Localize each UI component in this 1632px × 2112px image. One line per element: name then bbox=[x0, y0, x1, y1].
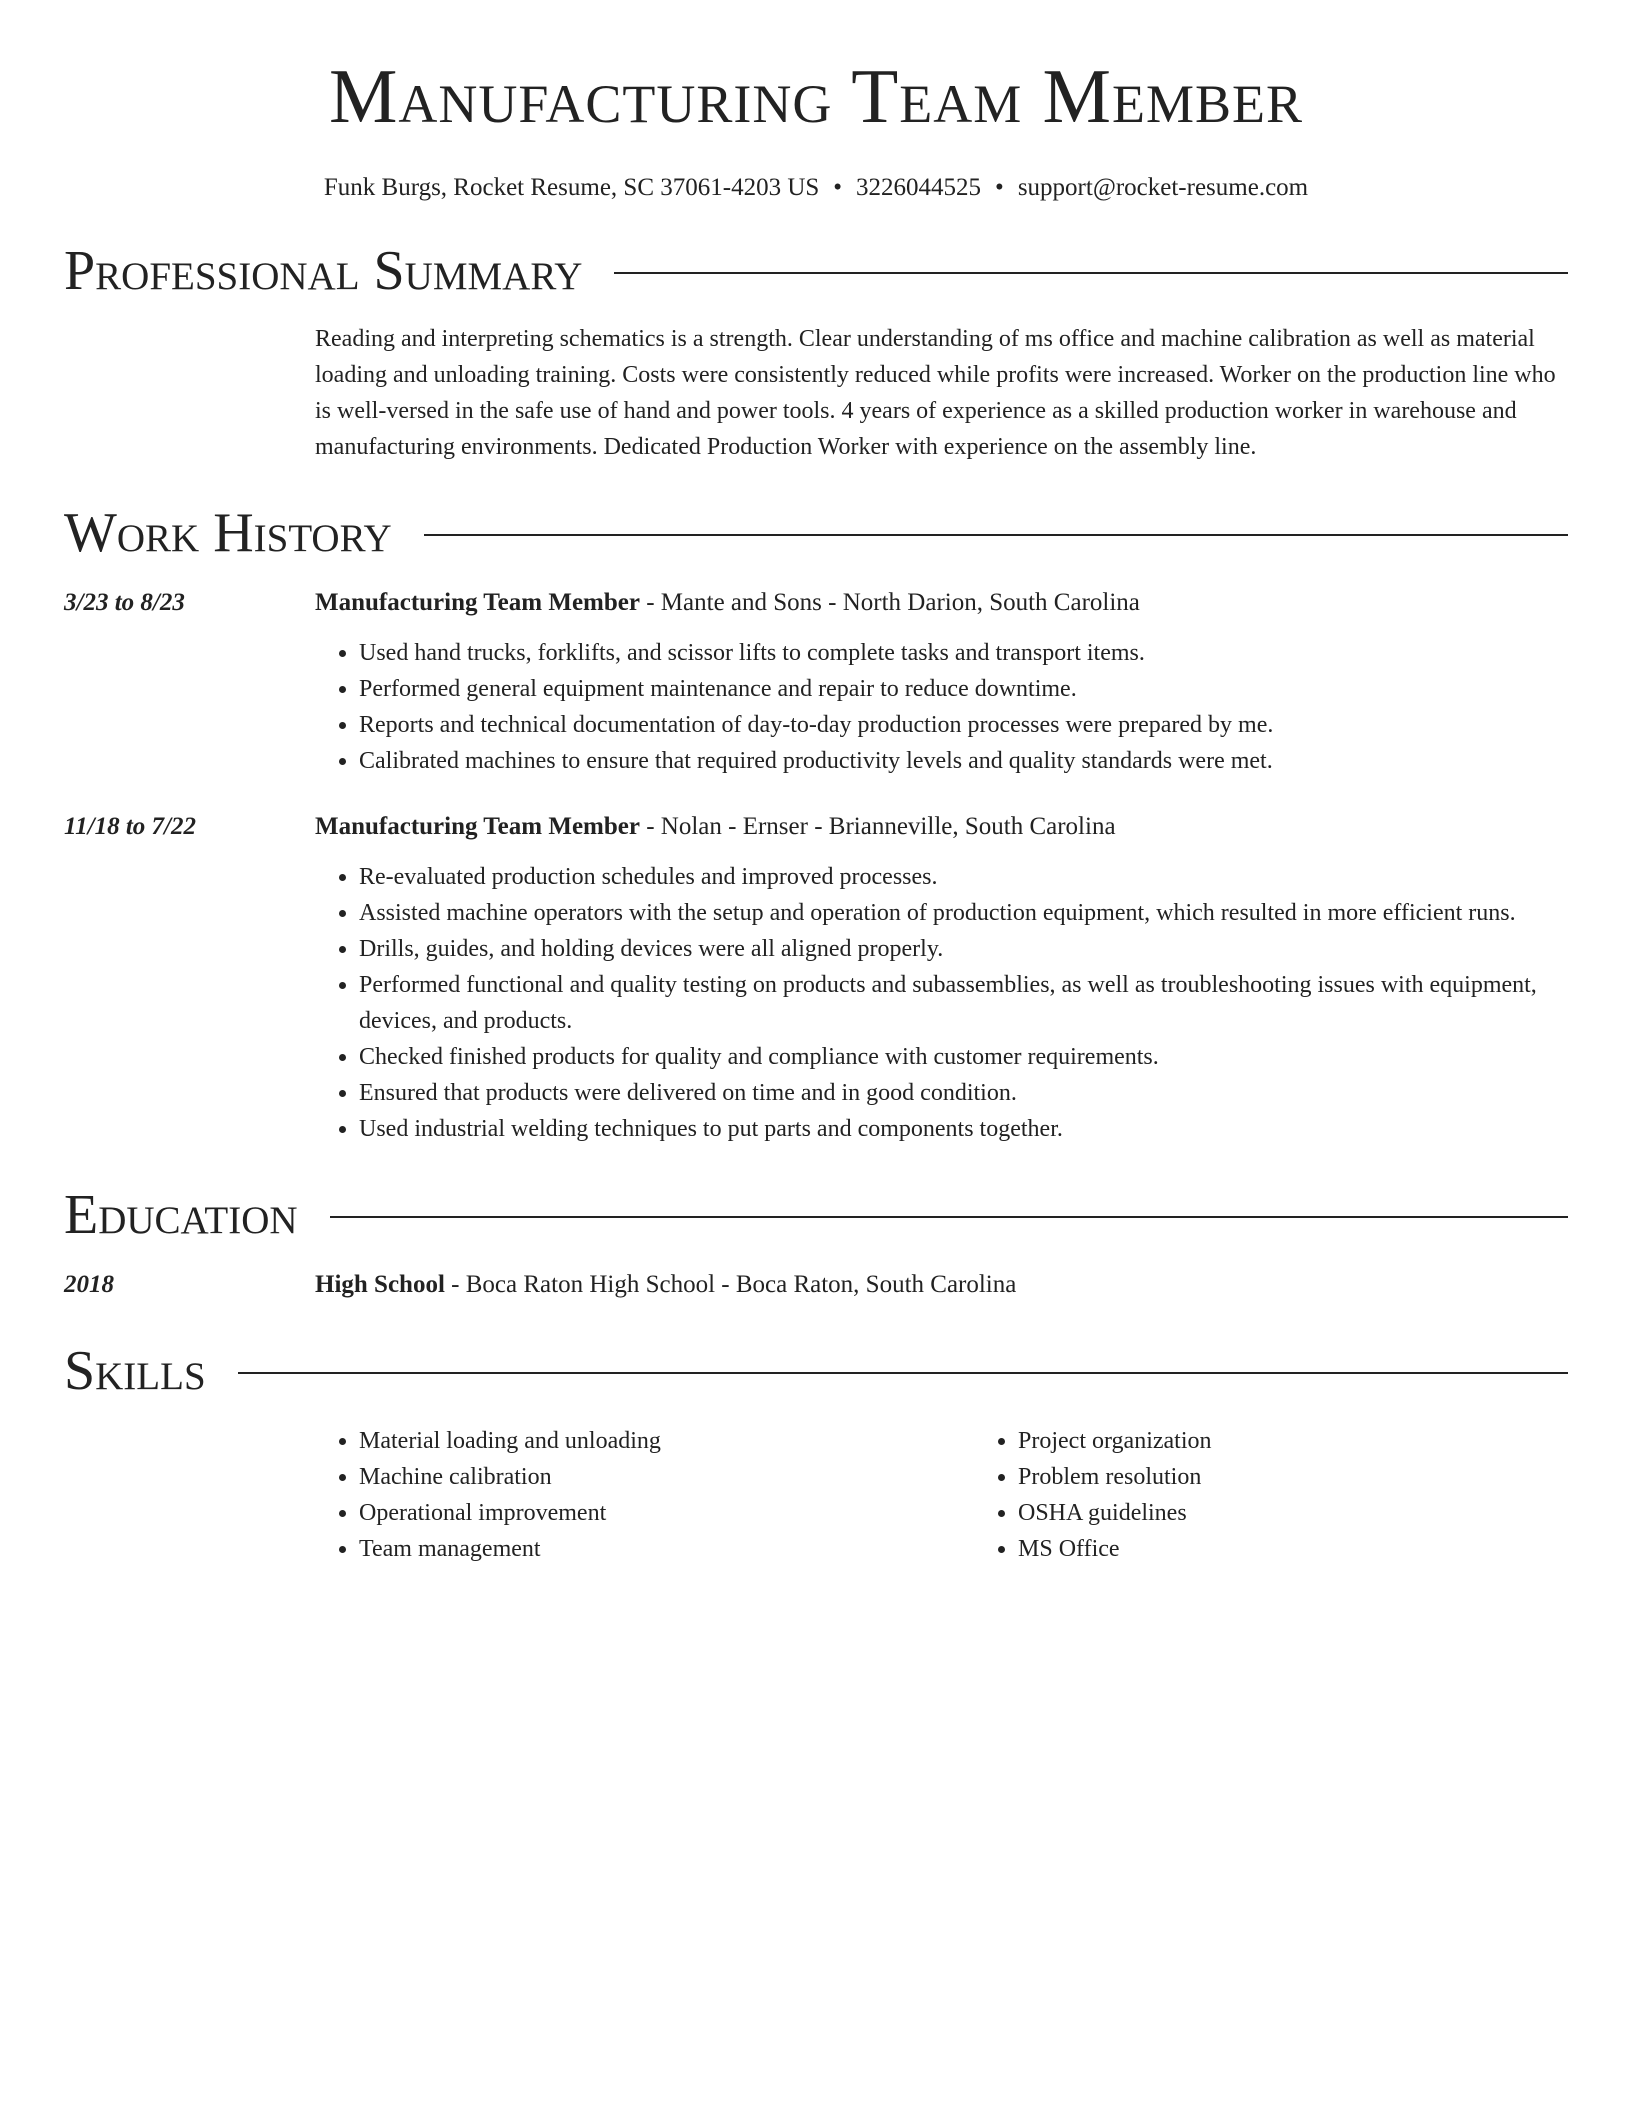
education-degree: High School bbox=[315, 1271, 445, 1298]
skills-left-spacer bbox=[64, 1423, 315, 1567]
skill-item: • Material loading and unloading bbox=[359, 1423, 974, 1459]
job-role: Manufacturing Team Member bbox=[315, 589, 640, 616]
job-title-line bbox=[315, 585, 1568, 621]
job-bullet: • Performed functional and quality testing on products and subassemblies, as well as troubleshooting issues with equipment, devices, and products. bbox=[359, 967, 1568, 1039]
job-bullets bbox=[315, 635, 1568, 779]
job-title-line bbox=[315, 809, 1568, 845]
job-dates: 11/18 to 7/22 bbox=[64, 813, 196, 840]
job-dates: 3/23 to 8/23 bbox=[64, 589, 185, 616]
summary-section-header bbox=[64, 240, 1568, 302]
job-entry bbox=[64, 809, 1568, 1147]
summary-section-title: Professional Summary bbox=[64, 240, 583, 302]
education-entry bbox=[64, 1267, 1568, 1303]
education-year: 2018 bbox=[64, 1271, 114, 1298]
skill-item: • Machine calibration bbox=[359, 1459, 974, 1495]
section-divider bbox=[424, 534, 1568, 536]
education-section-title: Education bbox=[64, 1184, 298, 1246]
summary-body bbox=[315, 321, 1568, 465]
skill-item: • Project organization bbox=[1018, 1423, 1632, 1459]
job-role: Manufacturing Team Member bbox=[315, 813, 640, 840]
education-details: - Boca Raton High School - Boca Raton, South Carolina bbox=[444, 1271, 1017, 1298]
skills-row bbox=[64, 1423, 1568, 1567]
skill-item: • Team management bbox=[359, 1531, 974, 1567]
contact-address: Funk Burgs, Rocket Resume, SC 37061-4203 US bbox=[323, 174, 820, 201]
summary-text: Reading and interpreting schematics is a strength. Clear understanding of ms office and machine calibration as well as material loading and unloading training. Costs were consistently reduced while profits were increased. Worker on the production line who is well-versed in the safe use of hand and power tools. 4 years of experience as a skilled production worker in warehouse and manufacturing environments. Dedicated Production Worker with experience on the assembly line. bbox=[315, 326, 1556, 460]
section-divider bbox=[330, 1216, 1568, 1218]
summary-row bbox=[64, 321, 1568, 465]
job-bullet: • Reports and technical documentation of day-to-day production processes were prepared by me. bbox=[359, 707, 1568, 743]
job-bullet: • Checked finished products for quality and compliance with customer requirements. bbox=[359, 1039, 1568, 1075]
contact-separator: • bbox=[995, 174, 1004, 201]
education-body bbox=[315, 1267, 1568, 1303]
skills-section-title: Skills bbox=[64, 1340, 206, 1402]
contact-phone: 3226044525 bbox=[856, 174, 982, 201]
job-entry bbox=[64, 585, 1568, 779]
job-bullet: • Performed general equipment maintenance and repair to reduce downtime. bbox=[359, 671, 1568, 707]
work-history-section-header bbox=[64, 502, 1568, 564]
summary-left-spacer bbox=[64, 321, 315, 465]
work-history-section-title: Work History bbox=[64, 502, 392, 564]
skill-item: • Operational improvement bbox=[359, 1495, 974, 1531]
job-bullet: • Ensured that products were delivered on time and in good condition. bbox=[359, 1075, 1568, 1111]
education-section-header bbox=[64, 1184, 1568, 1246]
skill-item: • Problem resolution bbox=[1018, 1459, 1632, 1495]
job-bullet: • Assisted machine operators with the setup and operation of production equipment, which resulted in more efficient runs. bbox=[359, 895, 1568, 931]
skills-list-left bbox=[315, 1423, 974, 1567]
job-body bbox=[315, 585, 1568, 779]
education-line bbox=[315, 1267, 1568, 1303]
job-bullet: • Drills, guides, and holding devices were all aligned properly. bbox=[359, 931, 1568, 967]
contact-email: support@rocket-resume.com bbox=[1017, 174, 1309, 201]
job-bullets bbox=[315, 859, 1568, 1147]
skills-list-right bbox=[974, 1423, 1632, 1567]
job-details: - Nolan - Ernser - Brianneville, South Carolina bbox=[639, 813, 1116, 840]
resume-name: Manufacturing Team Member bbox=[328, 53, 1304, 139]
skill-item: • MS Office bbox=[1018, 1531, 1632, 1567]
skill-item: • OSHA guidelines bbox=[1018, 1495, 1632, 1531]
job-details: - Mante and Sons - North Darion, South Carolina bbox=[639, 589, 1140, 616]
skills-grid bbox=[315, 1423, 1632, 1567]
job-body bbox=[315, 809, 1568, 1147]
skills-section-header bbox=[64, 1340, 1568, 1402]
job-bullet: • Calibrated machines to ensure that required productivity levels and quality standards were met. bbox=[359, 743, 1568, 779]
job-bullet: • Used hand trucks, forklifts, and scissor lifts to complete tasks and transport items. bbox=[359, 635, 1568, 671]
job-bullet: • Re-evaluated production schedules and improved processes. bbox=[359, 859, 1568, 895]
section-divider bbox=[614, 272, 1568, 274]
job-bullet: • Used industrial welding techniques to put parts and components together. bbox=[359, 1111, 1568, 1147]
section-divider bbox=[238, 1372, 1568, 1374]
contact-line bbox=[64, 173, 1568, 203]
contact-separator: • bbox=[833, 174, 843, 201]
